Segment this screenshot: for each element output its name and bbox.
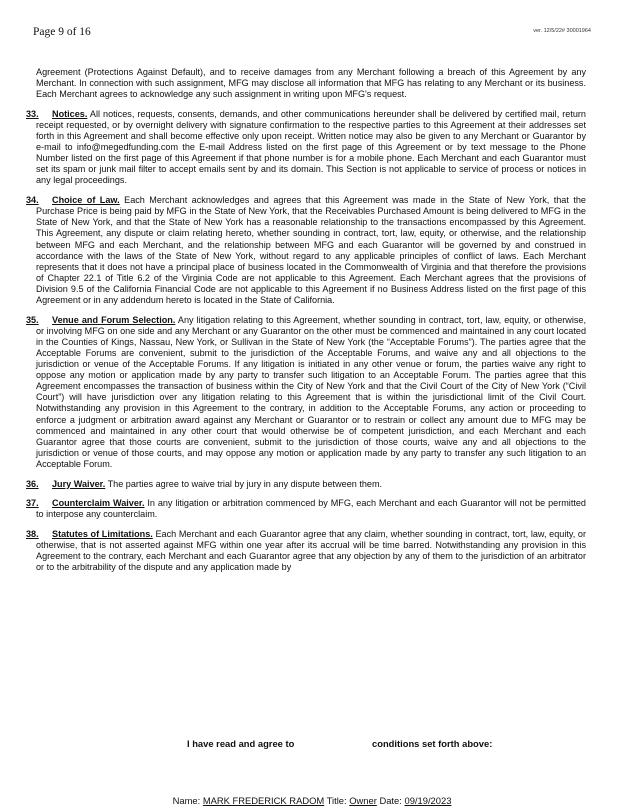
section-37-counterclaim-waiver	[26, 498, 586, 520]
agreement-body	[26, 67, 586, 582]
section-text: Any litigation relating to this Agreement, whether sounding in contract, tort, law, equity, or otherwise, or involving MFG on one side and any Merchant or any Guarantor on the other must be commenced and maintained in any court located in the Counties of Kings, Nassau, New York, or Sullivan in the State of New York (the “Acceptable Forums”). The parties agree that the Acceptable Forums are convenient, submit to the jurisdiction of the Acceptable Forums, and waive any and all objections to the jurisdiction or venue of the Acceptable Forums. If any litigation is initiated in any other venue or forum, the parties waive any right to oppose any motion or application made by any party to transfer such litigation to an Acceptable Forum. The parties agree that this Agreement encompasses the transaction of business within the City of New York and that the Civil Court of the City of New York (“Civil Court”) will have jurisdiction over any litigation relating to this Agreement that is within the jurisdictional limit of the Civil Court. Notwithstanding any provision in this Agreement to the contrary, in addition to the Acceptable Forums, any action or proceeding to enforce a judgment or arbitration award against any Merchant or Guarantor or to restrain or collect any amount due to MFG may be commenced and maintained in any other court that would otherwise be of competent jurisdiction, and each Merchant and each Guarantor agree that those courts are convenient, submit to the jurisdiction of those courts, waive any and all objections to the jurisdiction or venue of those courts, and may oppose any motion or application made by any party to transfer any such litigation to an Acceptable Forum.	[36, 314, 587, 469]
section-text: Each Merchant acknowledges and agrees that this Agreement was made in the State of New York, that the Purchase Price is being paid by MFG in the State of New York, that the Receivables Purchased Amount is being delivered to MFG in the State of New York, and that the State of New York has a reasonable relationship to the transactions encompassed by this Agreement. This Agreement, any dispute or claim relating hereto, whether sounding in contract, tort, law, equity, or otherwise, and the relationship between MFG and each Merchant, and the relationship between MFG and each Guarantor will be governed by and construed in accordance with the laws of the State of New York, without regard to any applicable principles of conflict of laws. Each Merchant represents that it does not have a principal place of business located in the Commonwealth of Virginia and that therefore the provisions of Chapter 22.1 of Title 6.2 of the Virginia Code are not applicable to this Agreement. Each Merchant agrees that the provisions of Division 9.5 of the California Financial Code are not applicable to this Agreement if no Business Address listed on the first page of this Agreement or in any addendum hereto is located in the State of California.	[36, 195, 586, 305]
signer-info-row	[0, 795, 624, 806]
section-number: 38.	[26, 529, 39, 540]
section-number: 34.	[26, 195, 39, 206]
section-33-notices	[26, 109, 586, 187]
section-title: Counterclaim Waiver.	[52, 498, 145, 509]
continuation-paragraph: Agreement (Protections Against Default), and to receive damages from any Merchant following a breach of this Agreement by any Merchant. In connection with such assignment, MFG may disclose all information that MFG has relating to any Merchant or its business. Each Merchant agrees to acknowledge any such assignment in writing upon MFG's request.	[36, 67, 586, 100]
section-text: Each Merchant and each Guarantor agree that any claim, whether sounding in contract, tort, law, equity, or otherwise, that is not asserted against MFG within one year after its accrual will be time barred. Notwithstanding any provision in this Agreement to the contrary, each Merchant and each Guarantor agree that any objection by any of them to the jurisdiction of an arbitrator or to the arbitrability of the dispute and any application made by	[36, 529, 587, 573]
section-title: Jury Waiver.	[52, 478, 106, 489]
section-text: All notices, requests, consents, demands, and other communications hereunder shall be delivered by certified mail, return receipt requested, or by overnight delivery with signature confirmation to the respective parties to this Agreement at their addresses set forth in this Agreement and shall become effective only upon receipt. Written notice may also be given to any Merchant or Guarantor by e-mail to info@megedfunding.com the E-mail Address listed on the first page of this Agreement or by text message to the Phone Number listed on the first page of this Agreement if that phone number is for a mobile phone. Each Merchant and each Guarantor must set its spam or junk mail filter to accept emails sent by and its domain. This Section is not applicable to service of process or notices in any legal proceedings.	[36, 108, 586, 186]
date-label: Date:	[379, 795, 402, 806]
section-title: Choice of Law.	[52, 195, 120, 206]
section-34-choice-of-law	[26, 195, 586, 306]
section-number: 33.	[26, 108, 39, 119]
section-36-jury-waiver	[26, 479, 586, 490]
signer-title: Owner	[349, 795, 377, 806]
page-number: Page 9 of 16	[33, 26, 91, 38]
signed-date: 09/19/2023	[404, 795, 452, 806]
section-text: In any litigation or arbitration commenced by MFG, each Merchant and each Guarantor will not be permitted to interpose any counterclaim.	[36, 498, 586, 520]
section-number: 35.	[26, 314, 39, 325]
section-title: Venue and Forum Selection.	[52, 314, 176, 325]
signer-name: MARK FREDERICK RADOM	[202, 795, 325, 806]
version-stamp: ver. 12/5/22# 30001964	[533, 28, 591, 34]
agree-right-text: conditions set forth above:	[372, 738, 493, 749]
section-number: 37.	[26, 498, 39, 509]
section-title: Statutes of Limitations.	[52, 529, 153, 540]
section-number: 36.	[26, 478, 39, 489]
title-label: Title:	[326, 795, 347, 806]
agree-left-text: I have read and agree to	[187, 738, 295, 749]
section-title: Notices.	[52, 108, 88, 119]
section-text: The parties agree to waive trial by jury in any dispute between them.	[105, 478, 383, 489]
section-35-venue	[26, 315, 586, 470]
section-38-statutes-of-limitations	[26, 529, 586, 573]
name-label: Name:	[172, 795, 201, 806]
